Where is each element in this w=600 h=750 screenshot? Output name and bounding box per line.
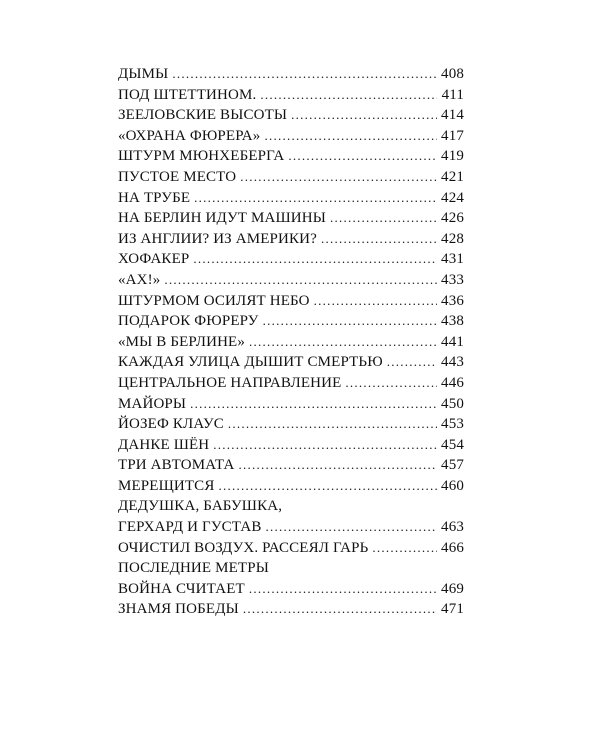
dot-leader: [238, 455, 437, 476]
toc-entry: [118, 229, 464, 250]
toc-entry: [118, 538, 464, 559]
toc-entry-line: [118, 517, 464, 538]
dot-leader: [249, 579, 437, 600]
dot-leader: [266, 517, 437, 538]
toc-entry-page-number: 438: [441, 313, 464, 330]
toc-entry-line: [118, 332, 464, 353]
toc-entry-title: ПОДАРОК ФЮРЕРУ: [118, 313, 259, 330]
toc-entry-title: ДЫМЫ: [118, 66, 169, 82]
toc-entry: [118, 455, 464, 476]
toc-entry-page-number: 426: [441, 210, 464, 227]
toc-entry-title: МЕРЕЩИТСЯ: [118, 477, 215, 494]
toc-entry: [118, 126, 464, 147]
toc-entry-line: [118, 538, 464, 559]
toc-entry: [118, 414, 464, 435]
toc-entry-title: ХОФАКЕР: [118, 251, 190, 268]
toc-entry: [118, 373, 464, 394]
dot-leader: [228, 414, 437, 435]
dot-leader: [190, 394, 437, 415]
toc-entry-line: [118, 496, 464, 517]
toc-entry: [118, 599, 464, 620]
toc-entry-page-number: 463: [441, 519, 464, 536]
toc-entry-title: «АХ!»: [118, 271, 161, 288]
toc-entry: [118, 558, 464, 599]
toc-entry-title: ВОЙНА СЧИТАЕТ: [118, 580, 245, 597]
toc-entry-line: [118, 270, 464, 291]
dot-leader: [260, 85, 437, 106]
dot-leader: [345, 373, 437, 394]
toc-entry: [118, 435, 464, 456]
toc-entry-page-number: 446: [441, 374, 464, 391]
toc-entry: [118, 85, 464, 106]
toc-entry-line: [118, 85, 464, 106]
dot-leader: [172, 64, 437, 85]
toc-entry-page-number: 454: [441, 436, 464, 453]
toc-entry-line: [118, 105, 464, 126]
toc-entry-page-number: 431: [441, 251, 464, 268]
toc-entry-title: «ОХРАНА ФЮРЕРА»: [118, 127, 261, 144]
toc-entry-line: [118, 579, 464, 600]
dot-leader: [243, 599, 437, 620]
dot-leader: [263, 311, 437, 332]
toc-entry-page-number: 417: [441, 127, 464, 144]
toc-entry-title: ЗЕЕЛОВСКИЕ ВЫСОТЫ: [118, 107, 288, 124]
toc-entry: [118, 146, 464, 167]
toc-entry: [118, 311, 464, 332]
toc-entry-title: ДЕДУШКА, БАБУШКА,: [118, 498, 283, 515]
toc-entry-page-number: 424: [441, 189, 464, 206]
toc-entry-title: ПОД ШТЕТТИНОМ.: [118, 86, 257, 103]
toc-entry: [118, 167, 464, 188]
toc-entry-line: [118, 188, 464, 209]
toc-entry-page-number: 457: [441, 457, 464, 474]
toc-entry-page-number: 453: [441, 416, 464, 433]
dot-leader: [249, 332, 437, 353]
toc-entry-page-number: 411: [441, 86, 464, 103]
toc-entry-title: ШТУРМ МЮНХЕБЕРГА: [118, 148, 285, 165]
toc-entry: [118, 105, 464, 126]
toc-entry-page-number: 450: [441, 395, 464, 412]
toc-entry-line: [118, 249, 464, 270]
toc-entry-title: ОЧИСТИЛ ВОЗДУХ. РАССЕЯЛ ГАРЬ: [118, 539, 369, 556]
toc-entry-page-number: 428: [441, 230, 464, 247]
toc-entry-title: МАЙОРЫ: [118, 395, 187, 412]
toc-entry-title: КАЖДАЯ УЛИЦА ДЫШИТ СМЕРТЬЮ: [118, 354, 383, 371]
dot-leader: [314, 291, 437, 312]
dot-leader: [330, 208, 437, 229]
toc-entry-title: ИЗ АНГЛИИ? ИЗ АМЕРИКИ?: [118, 230, 317, 247]
toc-entry-page-number: 471: [441, 601, 464, 618]
toc-entry: [118, 496, 464, 537]
toc-entry-line: [118, 64, 464, 85]
toc-entry-title: «МЫ В БЕРЛИНЕ»: [118, 333, 246, 350]
toc-entry-title: ЗНАМЯ ПОБЕДЫ: [118, 601, 239, 618]
toc-entry: [118, 64, 464, 85]
toc-entry: [118, 270, 464, 291]
toc-entry-line: [118, 146, 464, 167]
toc-entry-page-number: 441: [441, 333, 464, 350]
toc-entry-title: ПОСЛЕДНИЕ МЕТРЫ: [118, 560, 269, 577]
toc-entry: [118, 332, 464, 353]
toc-entry-page-number: 469: [441, 580, 464, 597]
toc-entry-line: [118, 558, 464, 579]
toc-entry: [118, 476, 464, 497]
toc-entry-title: ТРИ АВТОМАТА: [118, 457, 235, 474]
toc-entry-line: [118, 414, 464, 435]
dot-leader: [372, 538, 437, 559]
toc-entry-title: ЙОЗЕФ КЛАУС: [118, 416, 224, 433]
toc-entry: [118, 188, 464, 209]
toc-entry-title: НА БЕРЛИН ИДУТ МАШИНЫ: [118, 210, 326, 227]
toc-entry-line: [118, 229, 464, 250]
toc-entry-page-number: 460: [441, 477, 464, 494]
toc-entry-page-number: 414: [441, 107, 464, 124]
toc-entry-page-number: 436: [441, 292, 464, 309]
toc-entry-line: [118, 455, 464, 476]
toc-entry-page-number: 421: [441, 168, 464, 185]
toc-entry-title: ГЕРХАРД И ГУСТАВ: [118, 519, 262, 536]
toc-entry-line: [118, 311, 464, 332]
toc-entry-line: [118, 167, 464, 188]
toc-entry-title: НА ТРУБЕ: [118, 189, 191, 206]
toc-entry-line: [118, 435, 464, 456]
dot-leader: [387, 352, 437, 373]
toc-entry-line: [118, 208, 464, 229]
toc-entry: [118, 394, 464, 415]
table-of-contents: [118, 64, 464, 620]
dot-leader: [194, 188, 437, 209]
toc-entry: [118, 249, 464, 270]
toc-entry-title: ЦЕНТРАЛЬНОЕ НАПРАВЛЕНИЕ: [118, 374, 342, 391]
toc-entry-line: [118, 373, 464, 394]
toc-entry: [118, 208, 464, 229]
dot-leader: [213, 435, 437, 456]
toc-entry-line: [118, 291, 464, 312]
toc-entry-title: ДАНКЕ ШЁН: [118, 436, 210, 453]
dot-leader: [219, 476, 438, 497]
dot-leader: [240, 167, 437, 188]
toc-entry-line: [118, 476, 464, 497]
toc-entry-title: ШТУРМОМ ОСИЛЯТ НЕБО: [118, 292, 310, 309]
toc-entry-page-number: 408: [441, 66, 464, 82]
toc-entry-line: [118, 599, 464, 620]
toc-entry-line: [118, 394, 464, 415]
toc-entry-line: [118, 352, 464, 373]
toc-entry-page-number: 443: [441, 354, 464, 371]
toc-entry-page-number: 419: [441, 148, 464, 165]
dot-leader: [193, 249, 437, 270]
toc-entry-title: ПУСТОЕ МЕСТО: [118, 168, 237, 185]
dot-leader: [264, 126, 437, 147]
toc-entry: [118, 352, 464, 373]
toc-entry-page-number: 433: [441, 271, 464, 288]
toc-entry: [118, 291, 464, 312]
dot-leader: [321, 229, 437, 250]
dot-leader: [291, 105, 437, 126]
dot-leader: [164, 270, 437, 291]
toc-entry-line: [118, 126, 464, 147]
toc-entry-page-number: 466: [441, 539, 464, 556]
dot-leader: [288, 146, 437, 167]
